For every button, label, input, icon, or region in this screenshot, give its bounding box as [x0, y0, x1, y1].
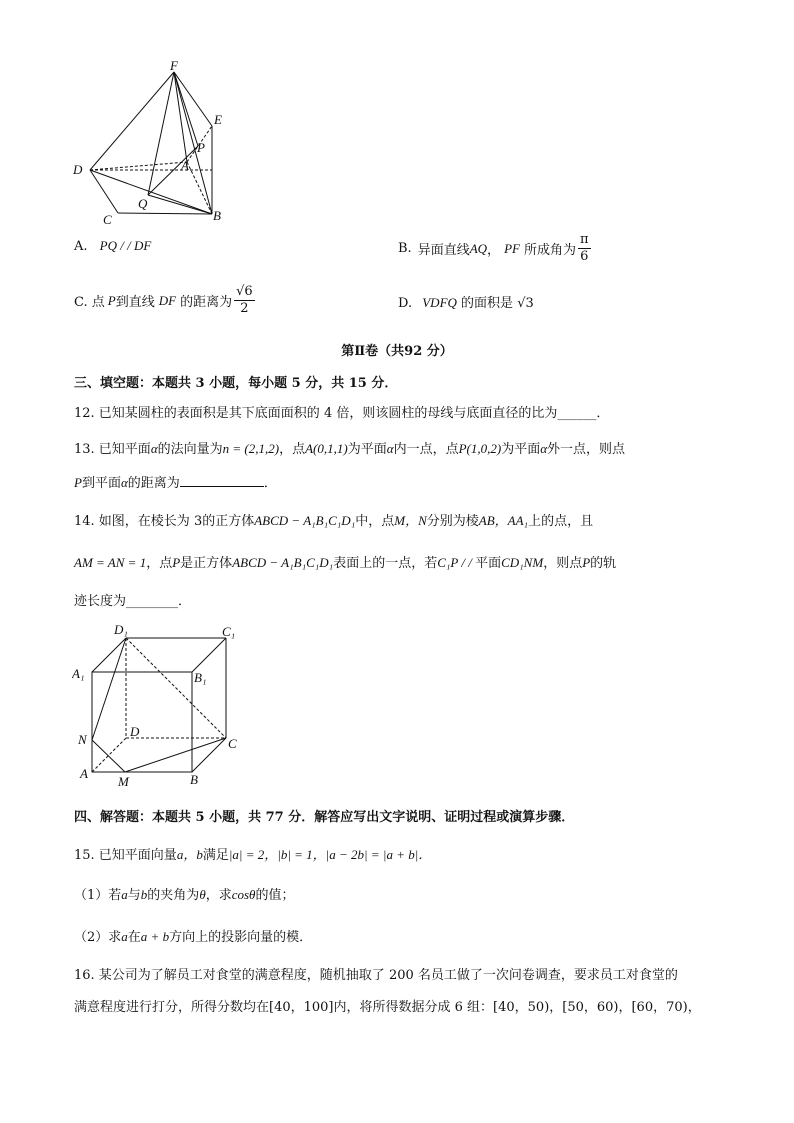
question-15-line-1	[74, 844, 431, 863]
q15-sub2-vec-a: a	[121, 929, 128, 944]
option-B-math1: AQ	[469, 240, 488, 256]
option-B-sep: ，	[487, 243, 501, 258]
option-D-prefix: D.	[398, 296, 413, 311]
q15-sub1-vec-a: a	[121, 887, 128, 902]
q13-alpha-2: α	[386, 441, 394, 456]
q14-text-g: 表面上的一点，若	[333, 556, 438, 571]
label-N: N	[78, 732, 87, 747]
q13-text-b: 的法向量为	[157, 442, 223, 457]
q14-text-e: ，点	[146, 556, 173, 571]
q14-text-h: 平面	[475, 556, 502, 571]
option-B-frac-den: 6	[580, 249, 589, 264]
q13-alpha-3: α	[540, 441, 548, 456]
option-A	[74, 238, 151, 254]
option-C-text1: 到直线	[115, 295, 155, 310]
option-B-text2: 所成角为	[523, 243, 576, 258]
question-16-line-1: 16. 某公司为了解员工对食堂的满意程度，随机抽取了 200 名员工做了一次问卷调查，要求员工对食堂的	[74, 968, 678, 983]
label-D1: D₁	[114, 622, 128, 637]
q15-sub1-e: 的夹角为	[147, 888, 200, 903]
question-13-line-1	[74, 438, 625, 457]
label-A1: A₁	[72, 666, 85, 681]
option-B-math2: PF	[504, 240, 520, 256]
q15-condition: |a| = 2，|b| = 1，|a − 2b| = |a + b|．	[228, 847, 432, 862]
q14-text-a: 14. 如图，在棱长为 3的正方体	[74, 514, 255, 529]
option-B-text1: 异面直线	[417, 243, 470, 258]
label-P: P	[197, 140, 205, 155]
q14-condition: C₁P / /	[437, 555, 476, 570]
option-C-prefix: C. 点	[74, 295, 105, 310]
option-B-prefix: B.	[398, 241, 412, 256]
q15-text-b: 满足	[202, 848, 229, 863]
question-15-sub-1	[74, 884, 294, 903]
q14-text-i: ，则点	[543, 556, 583, 571]
option-C	[74, 284, 257, 317]
section-3-heading: 三、填空题：本题共 3 小题，每小题 5 分，共 15 分．	[74, 376, 398, 391]
label-B: B	[213, 208, 221, 223]
option-C-math1: P	[107, 292, 116, 308]
q14-text-b: 中，点	[355, 514, 395, 529]
label-M: M	[118, 774, 129, 789]
q15-sub2-c: 在	[127, 930, 141, 945]
option-A-math: PQ / / DF	[99, 238, 152, 253]
figure-1-geometry	[70, 58, 230, 228]
q13-text-a: 13. 已知平面	[74, 442, 151, 457]
option-C-math2: DF	[158, 292, 177, 308]
q13-text-e: 内一点，点	[393, 442, 459, 457]
label-B: B	[190, 772, 198, 787]
question-16-line-2: 满意程度进行打分，所得分数均在[40，100]内，将所得数据分成 6 组：[40，50)，[50，60)，[60，70)，	[74, 1000, 701, 1015]
q15-sub1-c: 与	[127, 888, 141, 903]
q14-cube-2: ABCD − A₁B₁C₁D₁	[232, 555, 334, 570]
q14-P-2: P	[582, 555, 591, 570]
q15-sub1-f: ，求	[205, 888, 232, 903]
q15-vectors: a，b	[176, 847, 203, 862]
q14-text-c: 分别为棱	[426, 514, 479, 529]
question-14-line-3: 迹长度为________．	[74, 594, 192, 609]
q15-sub1-g: 的值；	[255, 888, 295, 903]
label-E: E	[214, 112, 222, 127]
label-C: C	[228, 736, 237, 751]
label-D: D	[130, 724, 140, 739]
q13-text-f: 为平面	[501, 442, 541, 457]
label-C1: C₁	[222, 624, 236, 639]
question-15-sub-2	[74, 926, 312, 945]
q14-equation: AM = AN = 1	[74, 555, 147, 570]
label-A: A	[181, 158, 189, 173]
part-2-title: 第Ⅱ卷（共92 分）	[341, 344, 453, 359]
q13-alpha-4: α	[120, 475, 128, 490]
q14-edges: AB，AA₁	[478, 513, 529, 528]
q14-text-j: 的轨	[590, 556, 617, 571]
label-C: C	[103, 212, 112, 227]
q14-P-1: P	[172, 555, 181, 570]
label-D: D	[73, 162, 83, 177]
q13-answer-blank	[180, 474, 264, 487]
q15-sub2-e: 方向上的投影向量的模．	[169, 930, 313, 945]
question-12: 12. 已知某圆柱的表面积是其下底面面积的 4 倍，则该圆柱的母线与底面直径的比为______．	[74, 406, 610, 421]
option-D-value: √3	[517, 296, 534, 311]
q15-theta: θ	[199, 887, 206, 902]
q15-sub2-sum: a + b	[140, 929, 170, 944]
option-B	[398, 232, 593, 265]
figure-2-cube	[72, 620, 244, 790]
question-13-line-2	[74, 472, 277, 491]
q13-normal-vector: n = (2,1,2)	[222, 441, 280, 456]
q13-text-h: 到平面	[81, 476, 121, 491]
option-C-frac-den: 2	[240, 301, 249, 316]
label-Q: Q	[138, 196, 148, 211]
label-F: F	[170, 58, 178, 73]
option-D-math: VDFQ	[422, 295, 457, 310]
q13-text-d: 为平面	[347, 442, 387, 457]
q13-point-A: A(0,1,1)	[305, 441, 348, 456]
q15-sub1-a: （1）若	[74, 888, 122, 903]
q14-cube: ABCD − A₁B₁C₁D₁	[254, 513, 356, 528]
option-D	[398, 292, 534, 311]
question-14-line-2	[74, 552, 616, 571]
q14-text-d: 上的点，且	[528, 514, 594, 529]
q15-sub2-a: （2）求	[74, 930, 122, 945]
label-B1: B₁	[194, 670, 207, 685]
option-D-text: 的面积是	[461, 296, 514, 311]
option-C-fraction	[234, 284, 255, 317]
q14-text-f: 是正方体	[180, 556, 233, 571]
q15-cos: cosθ	[231, 887, 256, 902]
q15-text-a: 15. 已知平面向量	[74, 848, 177, 863]
q14-MN: M，N	[394, 513, 427, 528]
q13-P: P	[74, 475, 82, 490]
option-A-prefix: A.	[74, 239, 88, 254]
option-C-frac-num: √6	[236, 284, 253, 299]
q13-text-g: 外一点，则点	[547, 442, 626, 457]
q13-text-c: ，点	[279, 442, 306, 457]
label-A: A	[80, 766, 88, 781]
q13-point-P: P(1,0,2)	[458, 441, 502, 456]
question-14-line-1	[74, 510, 593, 529]
q13-alpha-1: α	[150, 441, 158, 456]
q15-sub1-vec-b: b	[140, 887, 148, 902]
q13-end: ．	[263, 476, 277, 491]
q14-plane: CD₁NM	[501, 555, 544, 570]
q13-text-i: 的距离为	[127, 476, 180, 491]
option-C-text2: 的距离为	[180, 295, 233, 310]
section-4-heading: 四、解答题：本题共 5 小题，共 77 分．解答应写出文字说明、证明过程或演算步骤．	[74, 810, 575, 825]
option-B-frac-num: π	[579, 232, 589, 247]
option-B-fraction	[578, 232, 591, 265]
